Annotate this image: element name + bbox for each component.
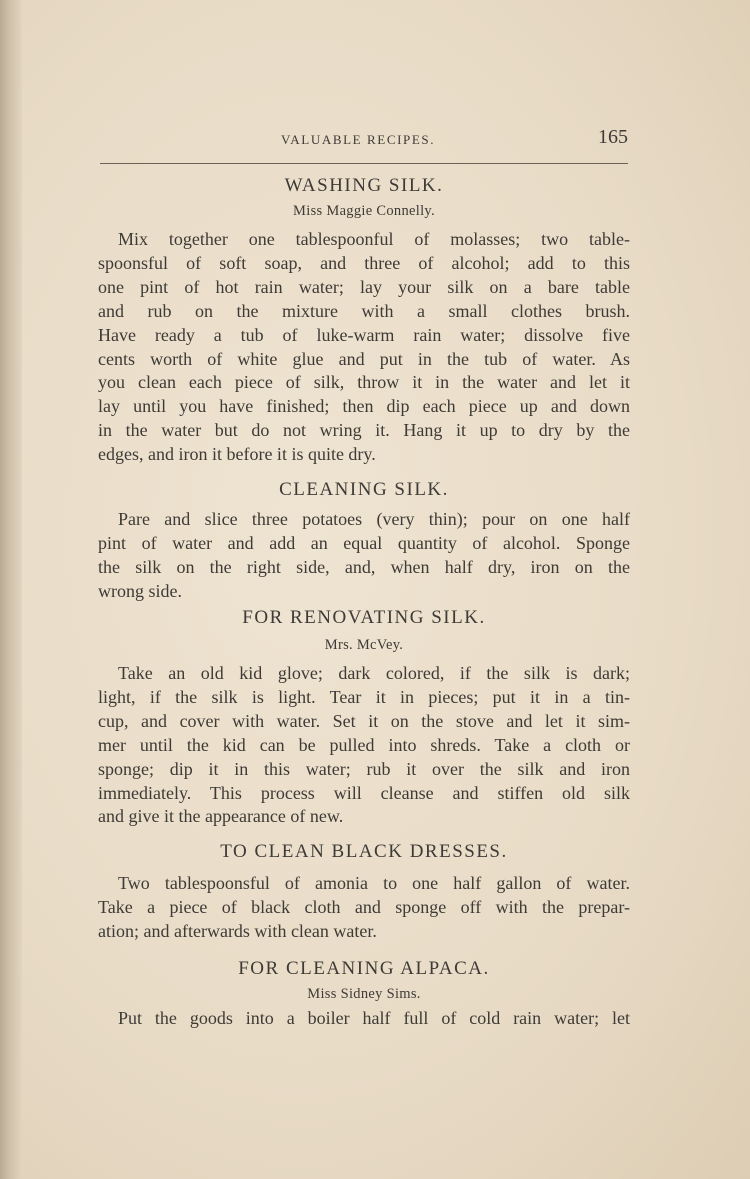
recipe-heading: WASHING SILK. (284, 175, 444, 196)
text-line: one pint of hot rain water; lay your silk on a bare table (98, 276, 630, 297)
text-line: pint of water and add an equal quantity of alcohol. Sponge (98, 532, 630, 553)
recipe-heading: FOR CLEANING ALPACA. (238, 958, 490, 979)
text-line: Mix together one tablespoonful of molasses; two table- (118, 229, 630, 249)
recipe-author: Miss Sidney Sims. (307, 986, 421, 1002)
text-line: Two tablespoonsful of amonia to one half gallon of water. (118, 873, 630, 893)
text-line: Take an old kid glove; dark colored, if the silk is dark; (118, 663, 630, 683)
recipe-body (98, 662, 630, 829)
text-line: sponge; dip it in this water; rub it over the silk and iron (98, 758, 630, 779)
text-line: cents worth of white glue and put in the tub of water. As (98, 348, 630, 369)
page-header (98, 126, 630, 154)
book-spine-shadow (0, 0, 22, 1179)
text-line: spoonsful of soft soap, and three of alcohol; add to this (98, 252, 630, 273)
text-line: in the water but do not wring it. Hang it up to dry by the (98, 420, 630, 441)
header-rule (100, 163, 628, 164)
recipe-renovating-silk (98, 604, 630, 829)
recipe-cleaning-silk (98, 476, 630, 604)
recipe-body (98, 508, 630, 604)
page-number: 165 (598, 126, 628, 148)
text-line: you clean each piece of silk, throw it in the water and let it (98, 372, 630, 393)
running-title: VALUABLE RECIPES. (281, 132, 436, 147)
recipe-heading: TO CLEAN BLACK DRESSES. (220, 841, 508, 862)
text-line: Pare and slice three potatoes (very thin); pour on one half (118, 509, 630, 529)
text-line: edges, and iron it before it is quite dry. (98, 444, 376, 465)
recipe-heading: FOR RENOVATING SILK. (242, 607, 486, 628)
text-line: Have ready a tub of luke-warm rain water; dissolve five (98, 324, 630, 345)
text-line: cup, and cover with water. Set it on the stove and let it sim- (98, 710, 630, 731)
recipe-heading: CLEANING SILK. (279, 479, 449, 500)
text-line: and rub on the mixture with a small clothes brush. (98, 300, 630, 321)
text-line: immediately. This process will cleanse and stiffen old silk (98, 782, 630, 803)
text-line: the silk on the right side, and, when half dry, iron on the (98, 556, 630, 577)
text-line: mer until the kid can be pulled into shreds. Take a cloth or (98, 734, 630, 755)
text-line: wrong side. (98, 580, 182, 601)
text-line: light, if the silk is light. Tear it in pieces; put it in a tin- (98, 686, 630, 707)
recipe-author: Miss Maggie Connelly. (293, 203, 435, 219)
recipe-cleaning-alpaca (98, 955, 630, 1031)
text-line: Put the goods into a boiler half full of cold rain water; let (118, 1008, 630, 1028)
recipe-author: Mrs. McVey. (324, 637, 404, 653)
recipe-body (98, 1007, 630, 1031)
book-page (98, 0, 630, 1179)
text-line: lay until you have finished; then dip each piece up and down (98, 396, 630, 417)
text-line: Take a piece of black cloth and sponge off with the prepar- (98, 896, 630, 917)
recipe-body (98, 872, 630, 944)
text-line: and give it the appearance of new. (98, 806, 344, 827)
recipe-washing-silk (98, 172, 630, 467)
recipe-body (98, 228, 630, 467)
text-line: ation; and afterwards with clean water. (98, 920, 377, 941)
recipe-black-dresses (98, 838, 630, 944)
